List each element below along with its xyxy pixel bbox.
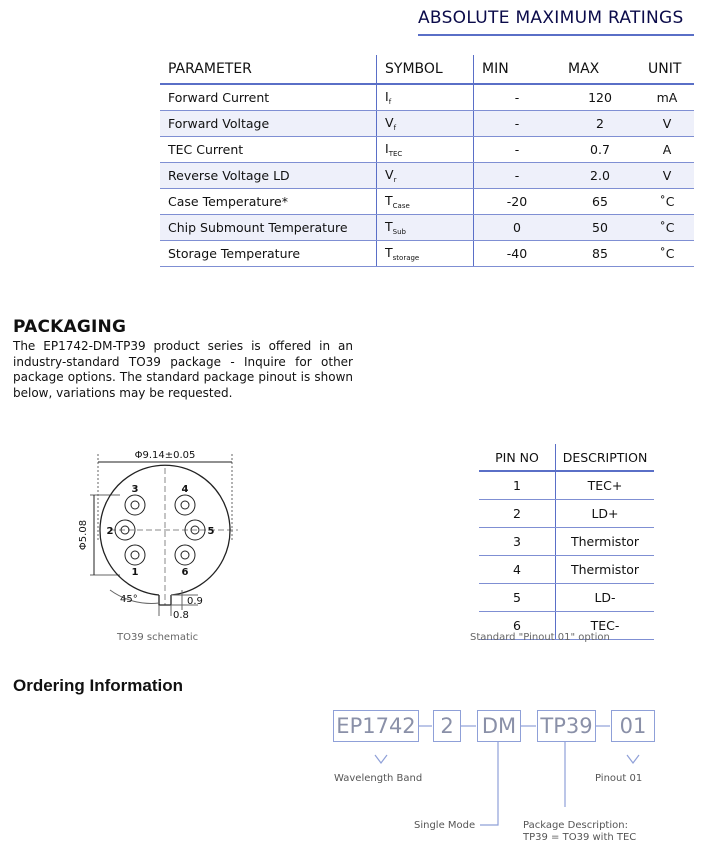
cell-max: 50: [560, 215, 640, 241]
tab-height-label: 0.9: [187, 596, 203, 607]
pinout-row: [479, 556, 654, 584]
cell-max: 65: [560, 189, 640, 215]
col-parameter: PARAMETER: [160, 55, 377, 84]
to39-schematic: [70, 440, 250, 625]
part-box-package: TP39: [537, 710, 596, 742]
cell-parameter: Forward Voltage: [160, 111, 377, 137]
col-description: DESCRIPTION: [556, 444, 655, 471]
cell-unit: V: [640, 163, 694, 189]
angle-label: 45°: [120, 594, 138, 605]
cell-symbol: [377, 163, 474, 189]
cell-unit: ˚C: [640, 215, 694, 241]
ratings-row: [160, 111, 694, 137]
symbol-letter: I: [385, 89, 389, 104]
pin-1-icon: [125, 545, 145, 565]
cell-unit: ˚C: [640, 189, 694, 215]
packaging-description: The EP1742-DM-TP39 product series is offered in an industry-standard TO39 package - Inquire for other package options. The standard package pinout is shown below, variations may be requested.: [13, 339, 353, 400]
cell-unit: V: [640, 111, 694, 137]
symbol-letter: T: [385, 219, 393, 234]
cell-pin-no: 1: [479, 471, 556, 500]
pinout-table: [479, 444, 654, 640]
cell-pin-desc: Thermistor: [556, 556, 655, 584]
cell-unit: ˚C: [640, 241, 694, 267]
part-box-mode: DM: [477, 710, 521, 742]
wavelength-arrow-icon: [375, 755, 387, 763]
cell-min: -: [474, 163, 561, 189]
cell-pin-desc: Thermistor: [556, 528, 655, 556]
ratings-row: [160, 189, 694, 215]
cell-unit: mA: [640, 84, 694, 111]
symbol-subscript: f: [388, 98, 392, 106]
tab-width-label: 0.8: [173, 610, 189, 621]
ratings-header-row: [160, 55, 694, 84]
symbol-letter: T: [385, 245, 393, 260]
col-unit: UNIT: [640, 55, 694, 84]
pin-6-icon: [175, 545, 195, 565]
pinout-row: [479, 528, 654, 556]
cell-parameter: Forward Current: [160, 84, 377, 111]
cell-min: 0: [474, 215, 561, 241]
ratings-row: [160, 215, 694, 241]
label-single-mode: Single Mode: [414, 820, 476, 831]
symbol-subscript: TEC: [388, 150, 403, 158]
ratings-table: [160, 55, 694, 267]
cell-pin-desc: LD-: [556, 584, 655, 612]
single-mode-leader: [480, 742, 498, 825]
cell-max: 120: [560, 84, 640, 111]
cell-pin-no: 5: [479, 584, 556, 612]
cell-symbol: [377, 137, 474, 163]
packaging-title: PACKAGING: [13, 317, 127, 337]
cell-pin-desc: TEC-: [556, 612, 655, 640]
cell-min: -: [474, 137, 561, 163]
cell-min: -: [474, 84, 561, 111]
symbol-subscript: r: [393, 176, 397, 184]
pinout-row: [479, 471, 654, 500]
pinout-caption: Standard "Pinout 01" option: [470, 632, 610, 643]
ordering-connectors: [330, 705, 670, 835]
pinout-row: [479, 584, 654, 612]
cell-pin-desc: LD+: [556, 500, 655, 528]
symbol-subscript: Sub: [392, 228, 406, 236]
ordering-title: Ordering Information: [13, 676, 183, 695]
col-max: MAX: [560, 55, 640, 84]
pin-label-4: 4: [181, 484, 189, 495]
dim-diameter-label: Φ9.14±0.05: [134, 450, 196, 461]
ratings-row: [160, 84, 694, 111]
symbol-letter: I: [385, 141, 389, 156]
label-package-desc: Package Description:: [523, 820, 628, 831]
pin-3-icon: [125, 495, 145, 515]
cell-parameter: Chip Submount Temperature: [160, 215, 377, 241]
cell-min: -20: [474, 189, 561, 215]
ratings-title: ABSOLUTE MAXIMUM RATINGS: [418, 8, 684, 28]
cell-symbol: [377, 111, 474, 137]
pinout-row: [479, 500, 654, 528]
cell-pin-no: 6: [479, 612, 556, 640]
label-wavelength-band: Wavelength Band: [334, 773, 423, 784]
cell-pin-no: 4: [479, 556, 556, 584]
cell-unit: A: [640, 137, 694, 163]
symbol-letter: T: [385, 193, 393, 208]
pin-label-5: 5: [207, 526, 215, 537]
ratings-row: [160, 137, 694, 163]
schematic-caption: TO39 schematic: [117, 632, 199, 643]
ratings-row: [160, 163, 694, 189]
pinout-header-row: [479, 444, 654, 471]
pin-label-6: 6: [181, 567, 189, 578]
col-min: MIN: [474, 55, 561, 84]
part-box-pinout: 01: [611, 710, 655, 742]
part-box-product: EP1742: [333, 710, 419, 742]
cell-parameter: Case Temperature*: [160, 189, 377, 215]
pin-label-1: 1: [131, 567, 139, 578]
pinout-arrow-icon: [627, 755, 639, 763]
symbol-subscript: Case: [392, 202, 410, 210]
symbol-subscript: storage: [392, 254, 420, 262]
part-box-wavelength: 2: [433, 710, 461, 742]
cell-symbol: [377, 241, 474, 267]
dim-pcd-label: Φ5.08: [78, 519, 89, 551]
cell-parameter: Storage Temperature: [160, 241, 377, 267]
cell-max: 2: [560, 111, 640, 137]
cell-max: 85: [560, 241, 640, 267]
symbol-subscript: f: [393, 124, 397, 132]
cell-max: 2.0: [560, 163, 640, 189]
pin-label-3: 3: [131, 484, 139, 495]
cell-pin-desc: TEC+: [556, 471, 655, 500]
symbol-letter: V: [385, 167, 394, 182]
label-pinout: Pinout 01: [595, 773, 643, 784]
pin-label-2: 2: [106, 526, 114, 537]
cell-min: -40: [474, 241, 561, 267]
cell-parameter: TEC Current: [160, 137, 377, 163]
pin-4-icon: [175, 495, 195, 515]
ratings-row: [160, 241, 694, 267]
cell-pin-no: 2: [479, 500, 556, 528]
cell-parameter: Reverse Voltage LD: [160, 163, 377, 189]
cell-symbol: [377, 215, 474, 241]
cell-symbol: [377, 84, 474, 111]
cell-pin-no: 3: [479, 528, 556, 556]
label-package-detail: TP39 = TO39 with TEC: [523, 832, 637, 843]
cell-max: 0.7: [560, 137, 640, 163]
cell-symbol: [377, 189, 474, 215]
col-pin-no: PIN NO: [479, 444, 556, 471]
symbol-letter: V: [385, 115, 394, 130]
col-symbol: SYMBOL: [377, 55, 474, 84]
ratings-title-rule: [418, 34, 694, 36]
cell-min: -: [474, 111, 561, 137]
